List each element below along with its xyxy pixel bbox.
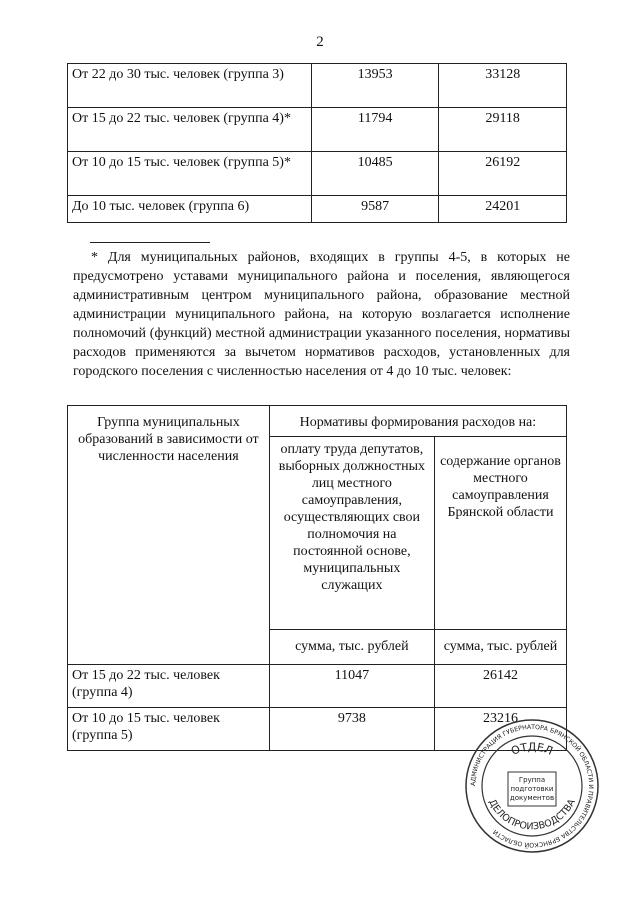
footnote-separator xyxy=(90,242,210,243)
group-cell: От 10 до 15 тыс. человек (группа 5)* xyxy=(68,152,312,196)
stamp-center-line: Группа xyxy=(518,776,546,784)
group-cell: От 15 до 22 тыс. человек (группа 4) xyxy=(68,665,270,708)
table-row xyxy=(68,64,567,108)
value-cell: 23216 xyxy=(434,708,566,751)
table-header-row xyxy=(68,406,567,437)
value-cell: 9587 xyxy=(311,196,439,223)
value-cell: 26142 xyxy=(434,665,566,708)
header-norms: Нормативы формирования расходов на: xyxy=(269,406,566,437)
value-cell: 26192 xyxy=(439,152,567,196)
norms-table-deduction xyxy=(67,405,567,751)
group-cell: До 10 тыс. человек (группа 6) xyxy=(68,196,312,223)
stamp-bottom-text: ДЕЛОПРОИЗВОДСТВА xyxy=(486,797,578,833)
group-cell: От 10 до 15 тыс. человек (группа 5) xyxy=(68,708,270,751)
value-cell: 11794 xyxy=(311,108,439,152)
value-cell: 11047 xyxy=(269,665,434,708)
stamp-ring-text: АДМИНИСТРАЦИЯ ГУБЕРНАТОРА БРЯНСКОЙ ОБЛАСТИ И ПРАВИТЕЛЬСТВА БРЯНСКОЙ ОБЛАСТИ xyxy=(469,723,595,849)
header-group: Группа муниципальных образований в зависимости от численности населения xyxy=(68,406,270,665)
table-row xyxy=(68,665,567,708)
unit-cell: сумма, тыс. рублей xyxy=(434,630,566,665)
value-cell: 13953 xyxy=(311,64,439,108)
table-row xyxy=(68,108,567,152)
value-cell: 33128 xyxy=(439,64,567,108)
stamp-center-line: подготовки xyxy=(510,785,554,793)
office-stamp xyxy=(462,716,602,856)
table-row xyxy=(68,196,567,223)
stamp-top-text: ОТДЕЛ xyxy=(509,740,555,758)
value-cell: 10485 xyxy=(311,152,439,196)
value-cell: 29118 xyxy=(439,108,567,152)
group-cell: От 15 до 22 тыс. человек (группа 4)* xyxy=(68,108,312,152)
value-cell: 24201 xyxy=(439,196,567,223)
table-row xyxy=(68,152,567,196)
page-number: 2 xyxy=(316,34,324,50)
header-maintenance: содержание органов местного самоуправления Брянской области xyxy=(434,437,566,630)
header-salary: оплату труда депутатов, выборных должностных лиц местного самоуправления, осуществляющих свои полномочия на постоянной основе, муниципальных служащих xyxy=(269,437,434,630)
value-cell: 9738 xyxy=(269,708,434,751)
group-cell: От 22 до 30 тыс. человек (группа 3) xyxy=(68,64,312,108)
unit-cell: сумма, тыс. рублей xyxy=(269,630,434,665)
stamp-center-line: документов xyxy=(509,794,555,802)
norms-table-continued xyxy=(67,63,567,223)
footnote-text: * Для муниципальных районов, входящих в группы 4-5, в которых не предусмотрено уставами муниципального района и поселения, являющегося административным центром муниципального района, образование местной администрации муниципального района, на которую возлагается исполнение полномочий (функций) местной администрации указанного поселения, нормативы расходов применяются за вычетом нормативов расходов, установленных для городского поселения с численностью населения от 4 до 10 тыс. человек: xyxy=(73,250,570,379)
